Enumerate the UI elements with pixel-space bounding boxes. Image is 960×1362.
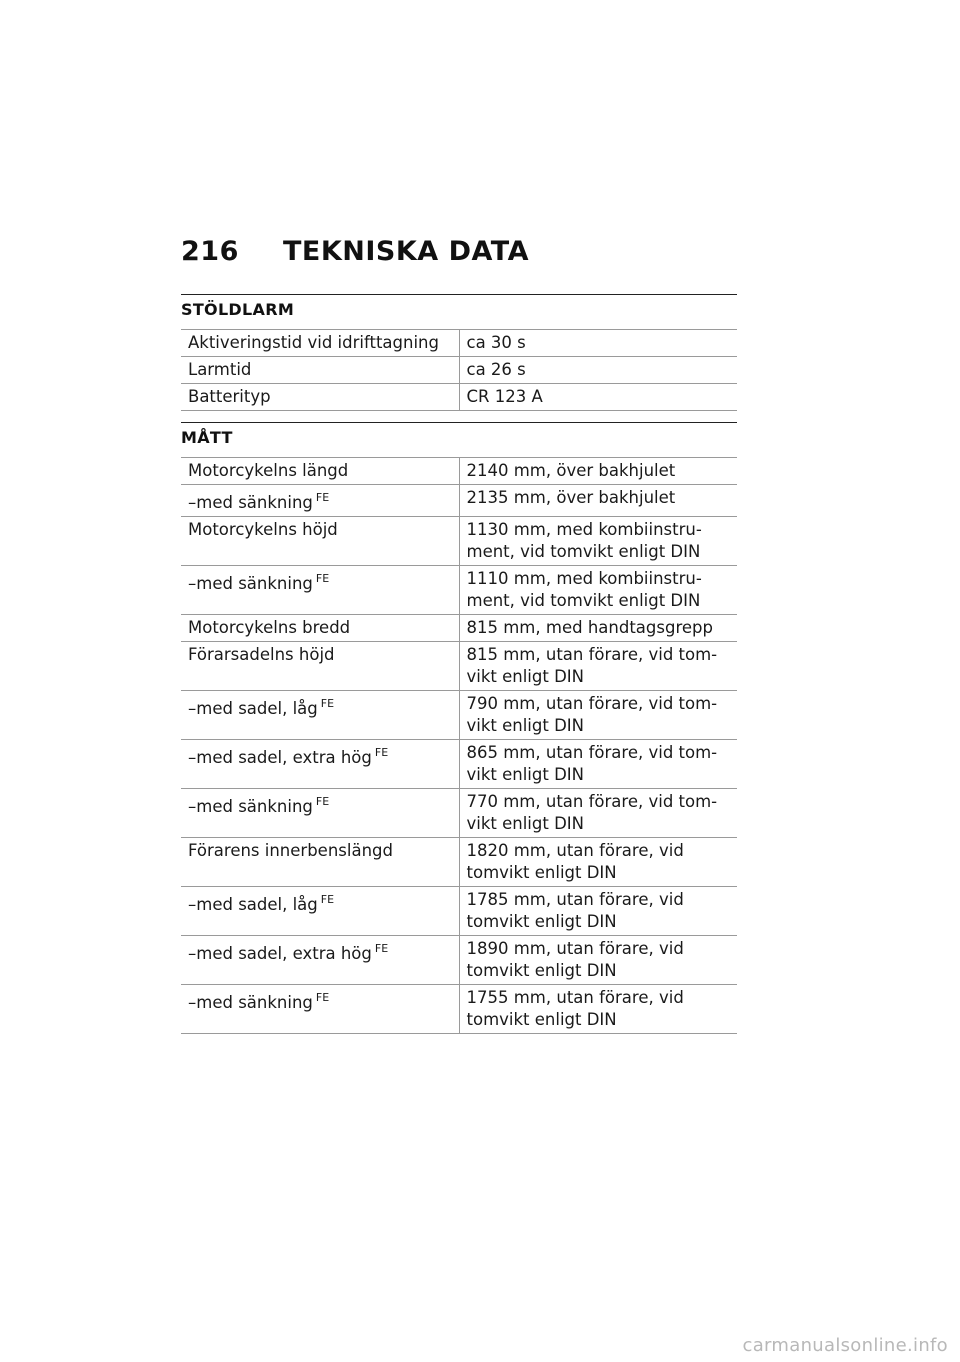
footnote-marker: FE xyxy=(374,746,389,759)
row-label: Förarsadelns höjd xyxy=(181,642,459,691)
chapter-title: TEKNISKA DATA xyxy=(283,236,530,267)
row-label: Motorcykelns bredd xyxy=(181,615,459,642)
row-value: 2135 mm, över bakhjulet xyxy=(459,485,737,517)
row-value: ca 26 s xyxy=(459,357,737,384)
row-value: 790 mm, utan förare, vid tom-vikt enligt DIN xyxy=(459,691,737,740)
footnote-marker: FE xyxy=(320,893,335,906)
table-row xyxy=(181,838,737,887)
table-row xyxy=(181,458,737,485)
row-value: 1755 mm, utan förare, vid tomvikt enligt DIN xyxy=(459,985,737,1034)
watermark: carmanualsonline.info xyxy=(742,1335,948,1356)
row-label: –med sänkning $^{FE}$ xyxy=(181,485,459,517)
row-label: –med sadel, extra hög $^{FE}$ xyxy=(181,936,459,985)
footnote-marker: FE xyxy=(320,697,335,710)
row-label: Motorcykelns höjd xyxy=(181,517,459,566)
row-label: –med sänkning $^{FE}$ xyxy=(181,566,459,615)
footnote-marker: FE xyxy=(374,942,389,955)
row-value: 815 mm, utan förare, vid tom-vikt enligt DIN xyxy=(459,642,737,691)
table-row xyxy=(181,691,737,740)
section-stoldlarm xyxy=(181,294,737,411)
spec-table-matt xyxy=(181,457,737,1034)
row-value: 770 mm, utan förare, vid tom-vikt enligt DIN xyxy=(459,789,737,838)
section-title: STÖLDLARM xyxy=(181,300,295,319)
table-row xyxy=(181,789,737,838)
table-row xyxy=(181,615,737,642)
row-value: 1890 mm, utan förare, vid tomvikt enligt DIN xyxy=(459,936,737,985)
row-label: Förarens innerbenslängd xyxy=(181,838,459,887)
row-label: Larmtid xyxy=(181,357,459,384)
section-title: MÅTT xyxy=(181,428,233,447)
page-number: 216 xyxy=(181,236,239,267)
table-row xyxy=(181,485,737,517)
row-value: 1820 mm, utan förare, vid tomvikt enligt DIN xyxy=(459,838,737,887)
table-row xyxy=(181,936,737,985)
row-label: –med sadel, extra hög $^{FE}$ xyxy=(181,740,459,789)
row-label: –med sänkning $^{FE}$ xyxy=(181,985,459,1034)
row-label: Aktiveringstid vid idrifttagning xyxy=(181,330,459,357)
row-value: 815 mm, med handtagsgrepp xyxy=(459,615,737,642)
row-label: –med sadel, låg $^{FE}$ xyxy=(181,691,459,740)
row-value: 865 mm, utan förare, vid tom-vikt enligt DIN xyxy=(459,740,737,789)
table-row xyxy=(181,740,737,789)
row-value: CR 123 A xyxy=(459,384,737,411)
table-row xyxy=(181,357,737,384)
spec-table-stoldlarm xyxy=(181,329,737,411)
footnote-marker: FE xyxy=(315,491,330,504)
footnote-marker: FE xyxy=(315,572,330,585)
row-label: –med sadel, låg $^{FE}$ xyxy=(181,887,459,936)
row-value: 1110 mm, med kombiinstru-ment, vid tomvikt enligt DIN xyxy=(459,566,737,615)
row-value: ca 30 s xyxy=(459,330,737,357)
table-row xyxy=(181,566,737,615)
table-row xyxy=(181,985,737,1034)
page-header xyxy=(181,236,741,276)
section-matt xyxy=(181,422,737,1034)
row-label: –med sänkning $^{FE}$ xyxy=(181,789,459,838)
row-value: 1130 mm, med kombiinstru-ment, vid tomvikt enligt DIN xyxy=(459,517,737,566)
table-row xyxy=(181,517,737,566)
footnote-marker: FE xyxy=(315,991,330,1004)
table-row xyxy=(181,384,737,411)
row-label: Batterityp xyxy=(181,384,459,411)
row-value: 2140 mm, över bakhjulet xyxy=(459,458,737,485)
table-row xyxy=(181,642,737,691)
table-row xyxy=(181,887,737,936)
row-value: 1785 mm, utan förare, vid tomvikt enligt DIN xyxy=(459,887,737,936)
footnote-marker: FE xyxy=(315,795,330,808)
row-label: Motorcykelns längd xyxy=(181,458,459,485)
table-row xyxy=(181,330,737,357)
